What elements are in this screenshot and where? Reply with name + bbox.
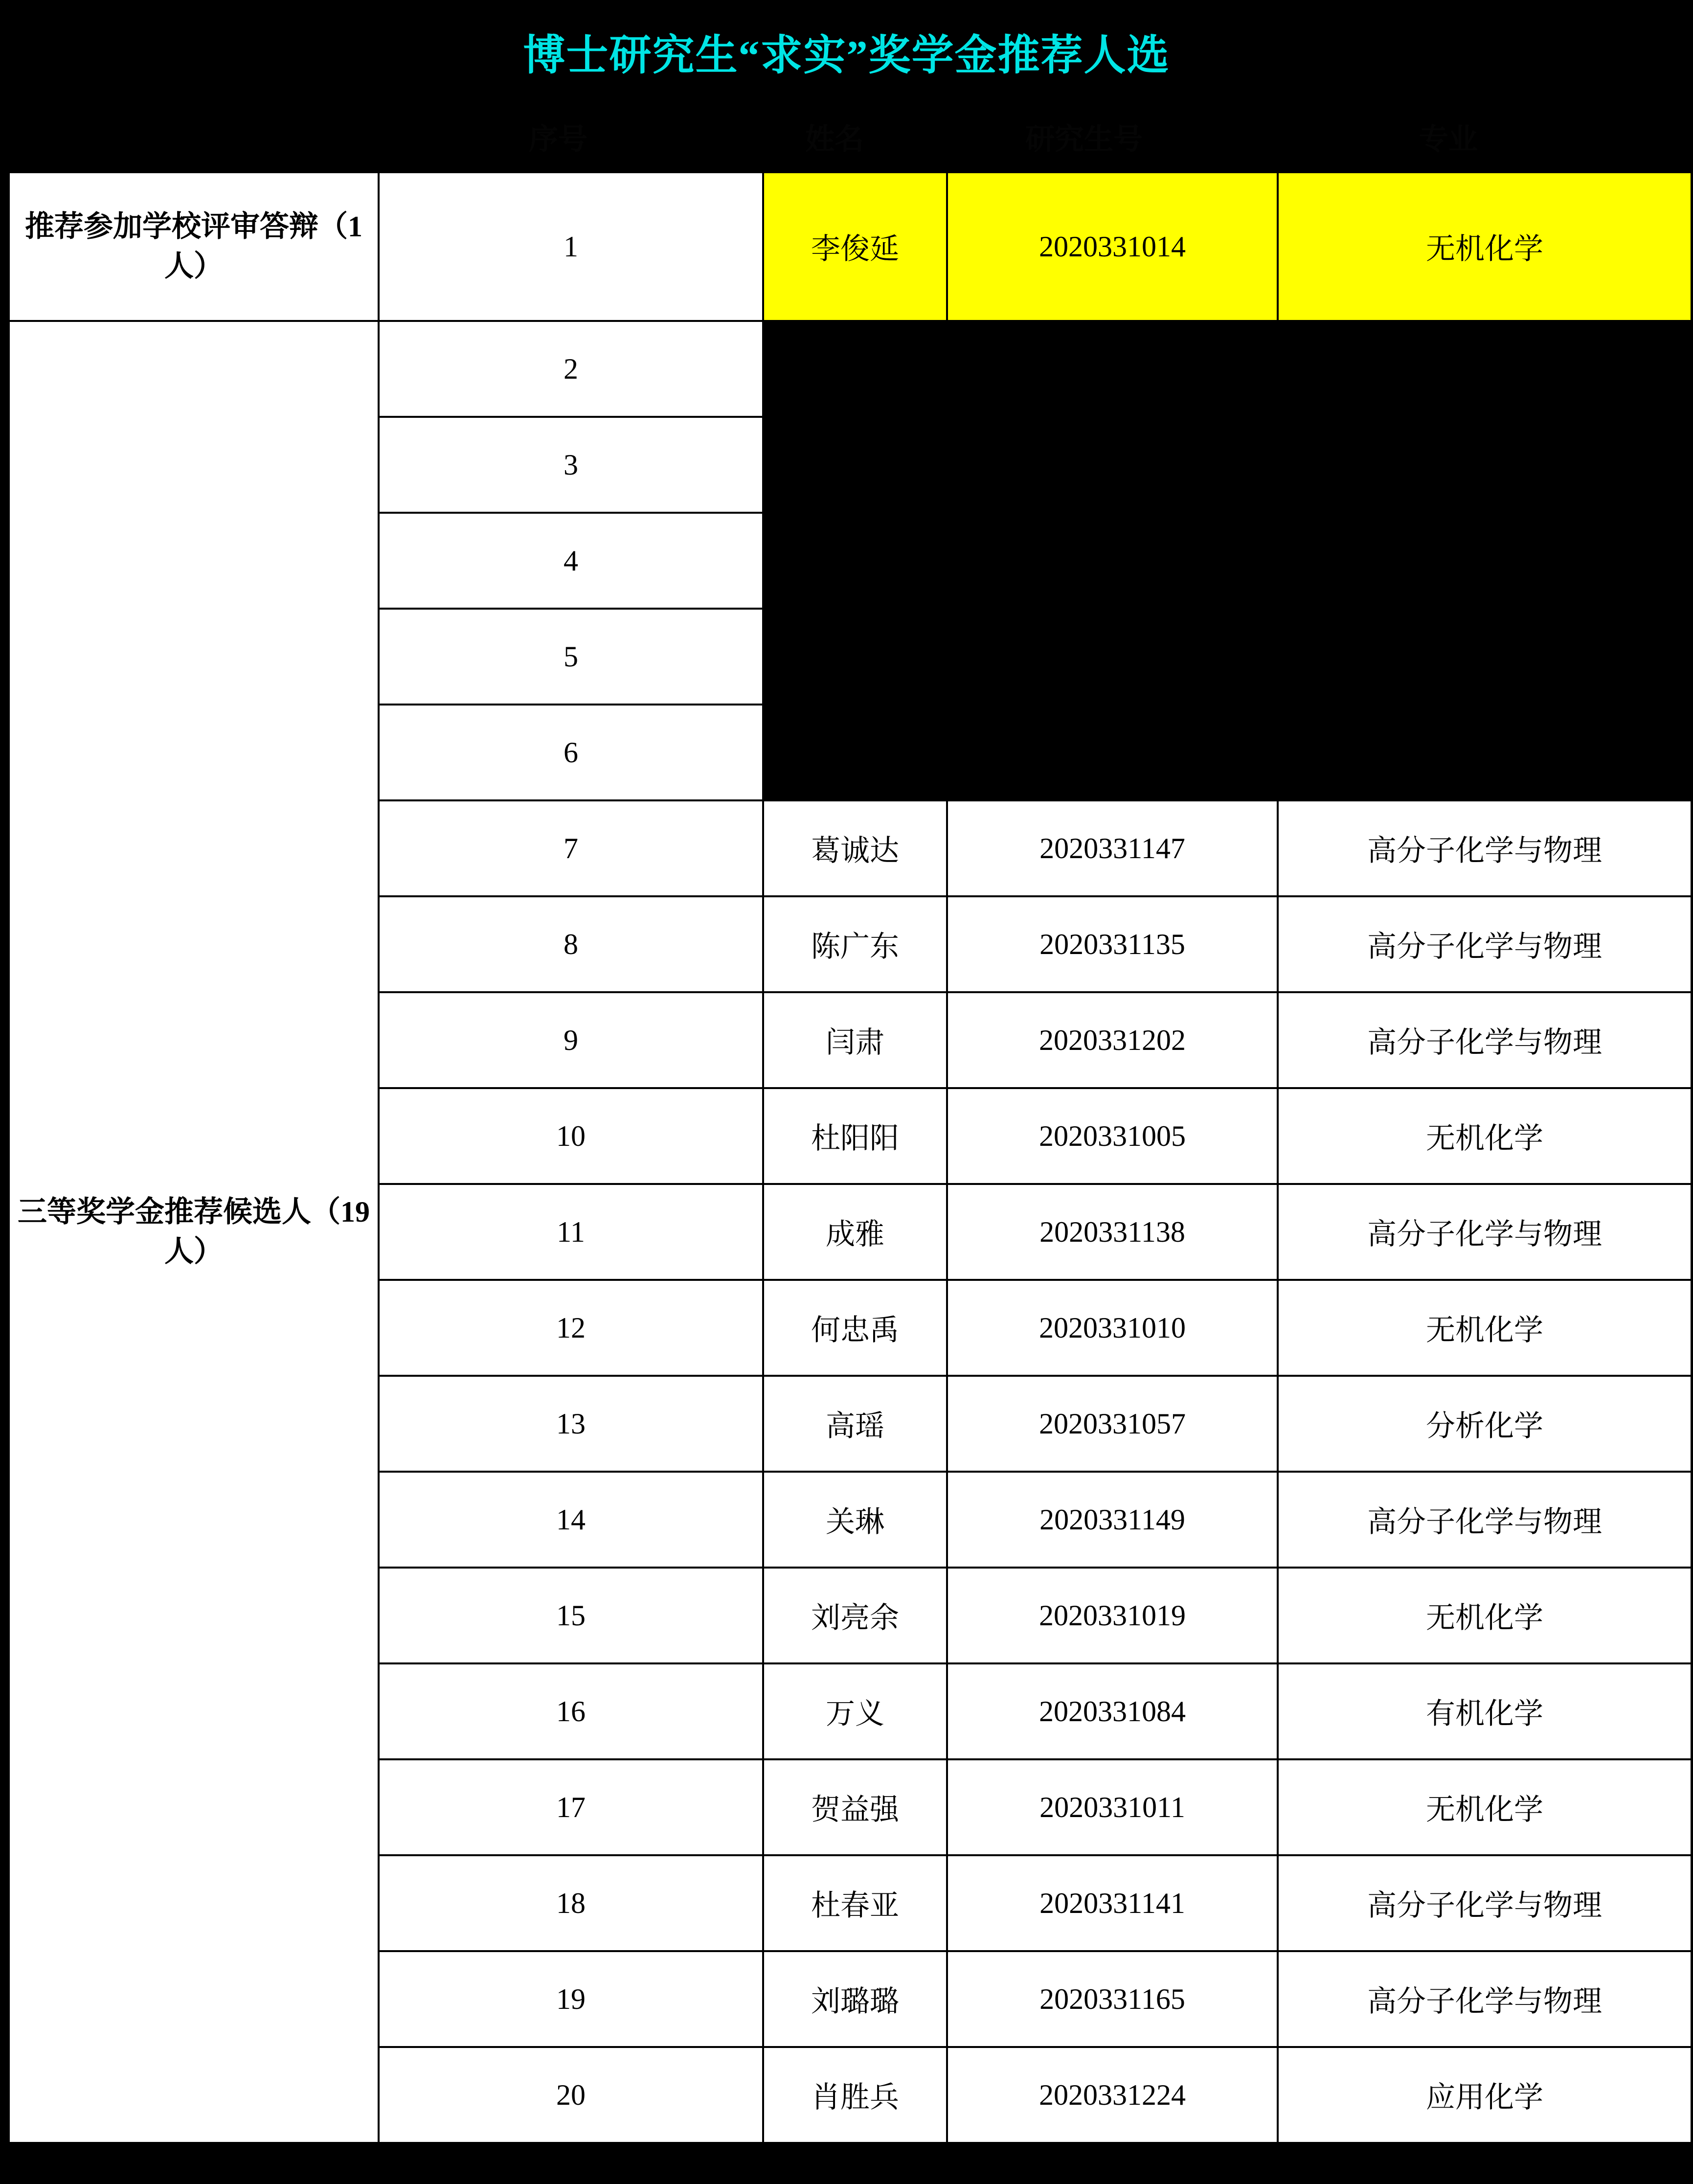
row-index-cell: 8 bbox=[379, 896, 763, 992]
row-student-id-cell: 2020331005 bbox=[947, 1088, 1278, 1184]
row-name-cell: 万义 bbox=[763, 1663, 947, 1759]
row-major-cell: 无机化学 bbox=[1278, 1759, 1692, 1855]
row-index-cell: 13 bbox=[379, 1376, 763, 1472]
row-name-cell: 肖胜兵 bbox=[763, 2047, 947, 2143]
row-index-cell: 4 bbox=[379, 513, 763, 609]
row-index-cell: 15 bbox=[379, 1568, 763, 1663]
row-name-cell: 刘璐璐 bbox=[763, 1951, 947, 2047]
row-name-cell: 何忠禹 bbox=[763, 1280, 947, 1376]
row-index-cell: 7 bbox=[379, 800, 763, 896]
row-name-cell: 陈广东 bbox=[763, 896, 947, 992]
row-name-cell: 葛诚达 bbox=[763, 800, 947, 896]
row-student-id-cell bbox=[947, 609, 1278, 705]
row-name-cell bbox=[763, 321, 947, 417]
row-index-cell: 2 bbox=[379, 321, 763, 417]
row-index-cell: 14 bbox=[379, 1472, 763, 1568]
scholarship-table bbox=[8, 171, 1693, 2144]
row-student-id-cell bbox=[947, 705, 1278, 800]
row-name-cell bbox=[763, 417, 947, 513]
row-index-cell: 16 bbox=[379, 1663, 763, 1759]
row-student-id-cell: 2020331019 bbox=[947, 1568, 1278, 1663]
row-name-cell: 贺益强 bbox=[763, 1759, 947, 1855]
row-name-cell: 杜阳阳 bbox=[763, 1088, 947, 1184]
row-major-cell: 无机化学 bbox=[1278, 1568, 1692, 1663]
row-student-id-cell: 2020331165 bbox=[947, 1951, 1278, 2047]
row-name-cell: 高瑶 bbox=[763, 1376, 947, 1472]
row-student-id-cell bbox=[947, 417, 1278, 513]
table-header-row bbox=[0, 103, 1693, 171]
row-name-cell bbox=[763, 609, 947, 705]
row-index-cell: 17 bbox=[379, 1759, 763, 1855]
row-index-cell: 5 bbox=[379, 609, 763, 705]
row-major-cell: 无机化学 bbox=[1278, 1280, 1692, 1376]
row-student-id-cell: 2020331224 bbox=[947, 2047, 1278, 2143]
row-name-cell bbox=[763, 705, 947, 800]
row-major-cell: 无机化学 bbox=[1278, 172, 1692, 321]
row-index-cell: 20 bbox=[379, 2047, 763, 2143]
row-index-cell: 19 bbox=[379, 1951, 763, 2047]
row-major-cell bbox=[1278, 705, 1692, 800]
row-major-cell: 高分子化学与物理 bbox=[1278, 1855, 1692, 1951]
header-student-id: 研究生号 bbox=[1025, 123, 1143, 156]
row-student-id-cell: 2020331202 bbox=[947, 992, 1278, 1088]
row-major-cell: 高分子化学与物理 bbox=[1278, 896, 1692, 992]
row-student-id-cell: 2020331149 bbox=[947, 1472, 1278, 1568]
row-major-cell bbox=[1278, 609, 1692, 705]
table-row bbox=[9, 172, 1692, 321]
row-index-cell: 6 bbox=[379, 705, 763, 800]
row-index-cell: 1 bbox=[379, 172, 763, 321]
row-student-id-cell: 2020331138 bbox=[947, 1184, 1278, 1280]
header-index: 序号 bbox=[529, 123, 587, 156]
group-label-cell: 三等奖学金推荐候选人（19人） bbox=[9, 321, 379, 2143]
row-student-id-cell: 2020331010 bbox=[947, 1280, 1278, 1376]
row-student-id-cell: 2020331147 bbox=[947, 800, 1278, 896]
row-major-cell: 高分子化学与物理 bbox=[1278, 800, 1692, 896]
row-major-cell: 高分子化学与物理 bbox=[1278, 1951, 1692, 2047]
row-major-cell bbox=[1278, 513, 1692, 609]
row-major-cell: 无机化学 bbox=[1278, 1088, 1692, 1184]
row-name-cell: 成雅 bbox=[763, 1184, 947, 1280]
document-title-bar bbox=[0, 0, 1693, 103]
row-major-cell: 分析化学 bbox=[1278, 1376, 1692, 1472]
row-name-cell: 关琳 bbox=[763, 1472, 947, 1568]
row-name-cell: 杜春亚 bbox=[763, 1855, 947, 1951]
row-major-cell: 高分子化学与物理 bbox=[1278, 1184, 1692, 1280]
row-index-cell: 18 bbox=[379, 1855, 763, 1951]
row-index-cell: 3 bbox=[379, 417, 763, 513]
row-name-cell: 闫肃 bbox=[763, 992, 947, 1088]
page-title: 博士研究生“求实”奖学金推荐人选 bbox=[523, 32, 1170, 79]
row-student-id-cell: 2020331057 bbox=[947, 1376, 1278, 1472]
group-label-cell: 推荐参加学校评审答辩（1人） bbox=[9, 172, 379, 321]
row-student-id-cell: 2020331011 bbox=[947, 1759, 1278, 1855]
header-name: 姓名 bbox=[805, 123, 864, 156]
row-index-cell: 9 bbox=[379, 992, 763, 1088]
table-row bbox=[9, 321, 1692, 417]
row-major-cell: 高分子化学与物理 bbox=[1278, 992, 1692, 1088]
row-major-cell bbox=[1278, 417, 1692, 513]
row-name-cell bbox=[763, 513, 947, 609]
row-student-id-cell: 2020331014 bbox=[947, 172, 1278, 321]
row-index-cell: 12 bbox=[379, 1280, 763, 1376]
header-major: 专业 bbox=[1419, 123, 1478, 156]
row-name-cell: 刘亮余 bbox=[763, 1568, 947, 1663]
row-index-cell: 10 bbox=[379, 1088, 763, 1184]
row-student-id-cell: 2020331141 bbox=[947, 1855, 1278, 1951]
row-name-cell: 李俊延 bbox=[763, 172, 947, 321]
row-student-id-cell bbox=[947, 321, 1278, 417]
row-student-id-cell: 2020331084 bbox=[947, 1663, 1278, 1759]
row-major-cell: 应用化学 bbox=[1278, 2047, 1692, 2143]
row-student-id-cell: 2020331135 bbox=[947, 896, 1278, 992]
row-major-cell bbox=[1278, 321, 1692, 417]
row-student-id-cell bbox=[947, 513, 1278, 609]
row-major-cell: 高分子化学与物理 bbox=[1278, 1472, 1692, 1568]
row-index-cell: 11 bbox=[379, 1184, 763, 1280]
row-major-cell: 有机化学 bbox=[1278, 1663, 1692, 1759]
